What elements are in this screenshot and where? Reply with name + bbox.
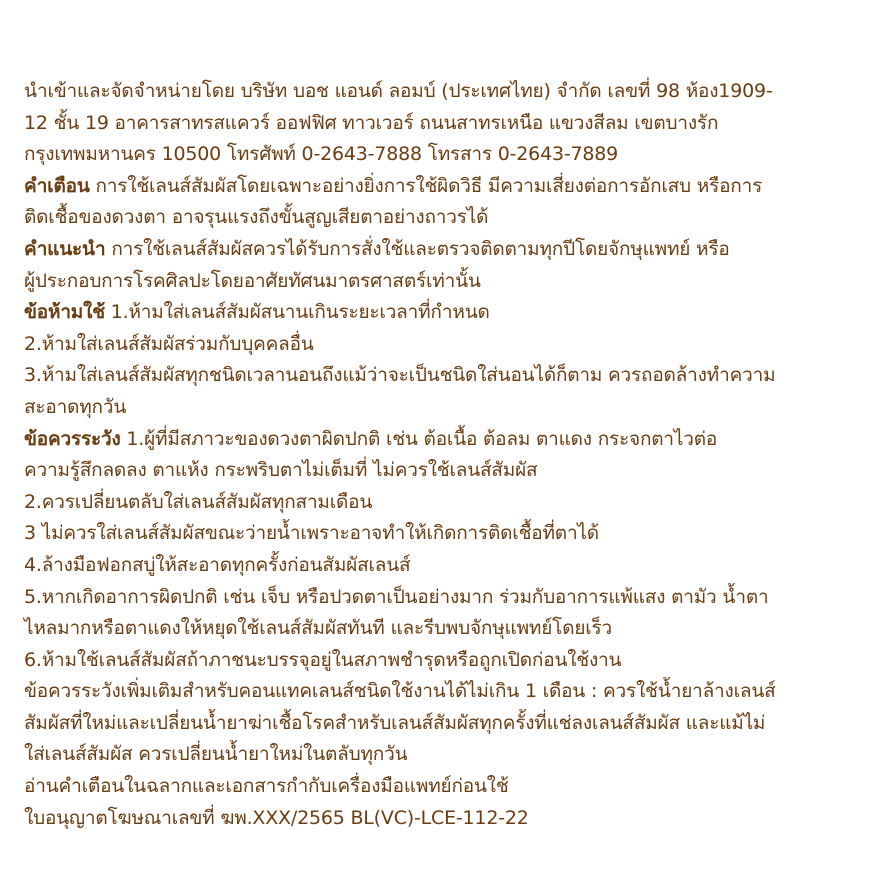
line-text: 1.ห้ามใส่เลนส์สัมผัสนานเกินระยะเวลาที่กำหนด <box>104 301 490 324</box>
text-line <box>24 360 864 392</box>
line-text: 2.ควรเปลี่ยนตลับใส่เลนส์สัมผัสทุกสามเดือน <box>24 490 373 513</box>
line-text: นำเข้าและจัดจำหน่ายโดย บริษัท บอช แอนด์ ลอมบ์ (ประเทศไทย) จำกัด เลขที่ 98 ห้อง1909- <box>24 80 773 102</box>
text-line <box>24 518 864 550</box>
warning-heading: คำเตือน <box>24 174 90 197</box>
text-line <box>24 202 864 234</box>
line-text: ข้อควรระวังเพิ่มเติมสำหรับคอนแทคเลนส์ชนิดใช้งานได้ไม่เกิน 1 เดือน : ควรใช้น้ำยาล้างเลนส์ <box>24 680 776 703</box>
precaution-heading: ข้อควรระวัง <box>24 427 121 450</box>
text-line <box>24 424 864 456</box>
text-line <box>24 329 864 361</box>
line-text: ไหลมากหรือตาแดงให้หยุดใช้เลนส์สัมผัสทันที และรีบพบจักษุแพทย์โดยเร็ว <box>24 617 613 640</box>
line-text: ใบอนุญาตโฆษณาเลขที่ ฆพ.XXX/2565 BL(VC)-LCE-112-22 <box>24 806 529 829</box>
document-body <box>24 76 864 834</box>
line-text: 3.ห้ามใส่เลนส์สัมผัสทุกชนิดเวลานอนถึงแม้ว่าจะเป็นชนิดใส่นอนได้ก็ตาม ควรถอดล้างทำความ <box>24 364 776 387</box>
text-line <box>24 708 864 740</box>
text-line <box>24 645 864 677</box>
line-text: ใส่เลนส์สัมผัส ควรเปลี่ยนน้ำยาใหม่ในตลับทุกวัน <box>24 743 408 766</box>
text-line <box>24 108 864 140</box>
line-text: 3 ไม่ควรใส่เลนส์สัมผัสขณะว่ายน้ำเพราะอาจทำให้เกิดการติดเชื้อที่ตาได้ <box>24 522 599 545</box>
line-text: 5.หากเกิดอาการผิดปกติ เช่น เจ็บ หรือปวดตาเป็นอย่างมาก ร่วมกับอาการแพ้แสง ตามัว น้ำตา <box>24 585 769 608</box>
text-line <box>24 171 864 203</box>
line-text: ผู้ประกอบการโรคศิลปะโดยอาศัยทัศนมาตรศาสตร์เท่านั้น <box>24 269 481 292</box>
text-line <box>24 266 864 298</box>
text-line <box>24 550 864 582</box>
text-line <box>24 771 864 803</box>
line-text: สัมผัสที่ใหม่และเปลี่ยนน้ำยาฆ่าเชื้อโรคสำหรับเลนส์สัมผัสทุกครั้งที่แช่ลงเลนส์สัมผัส และแม้ไม่ <box>24 711 766 734</box>
line-text: 6.ห้ามใช้เลนส์สัมผัสถ้าภาชนะบรรจุอยู่ในสภาพชำรุดหรือถูกเปิดก่อนใช้งาน <box>24 648 622 671</box>
contraindication-heading: ข้อห้ามใช้ <box>24 301 105 324</box>
text-line <box>24 739 864 771</box>
text-line <box>24 613 864 645</box>
text-line <box>24 234 864 266</box>
line-text: สะอาดทุกวัน <box>24 395 127 418</box>
line-text: อ่านคำเตือนในฉลากและเอกสารกำกับเครื่องมือแพทย์ก่อนใช้ <box>24 775 509 798</box>
line-text: 2.ห้ามใส่เลนส์สัมผัสร่วมกับบุคคลอื่น <box>24 332 314 355</box>
text-line <box>24 487 864 519</box>
line-text: การใช้เลนส์สัมผัสโดยเฉพาะอย่างยิ่งการใช้ผิดวิธี มีความเสี่ยงต่อการอักเสบ หรือการ <box>89 174 763 197</box>
text-line <box>24 582 864 614</box>
text-line <box>24 676 864 708</box>
text-line <box>24 392 864 424</box>
line-text: กรุงเทพมหานคร 10500 โทรศัพท์ 0-2643-7888 โทรสาร 0-2643-7889 <box>24 143 619 166</box>
text-line <box>24 76 864 108</box>
text-line <box>24 139 864 171</box>
text-line <box>24 455 864 487</box>
line-text: 4.ล้างมือฟอกสบู่ให้สะอาดทุกครั้งก่อนสัมผัสเลนส์ <box>24 553 411 576</box>
line-text: การใช้เลนส์สัมผัสควรได้รับการสั่งใช้และตรวจติดตามทุกปีโดยจักษุแพทย์ หรือ <box>105 237 730 260</box>
text-line <box>24 297 864 329</box>
text-line <box>24 803 864 835</box>
line-text: 12 ชั้น 19 อาคารสาทรสแควร์ ออฟฟิศ ทาวเวอร์ ถนนสาทรเหนือ แขวงสีลม เขตบางรัก <box>24 111 719 134</box>
line-text: ความรู้สึกลดลง ตาแห้ง กระพริบตาไม่เต็มที่ ไม่ควรใช้เลนส์สัมผัส <box>24 459 538 482</box>
line-text: 1.ผู้ที่มีสภาวะของดวงตาผิดปกติ เช่น ต้อเนื้อ ต้อลม ตาแดง กระจกตาไวต่อ <box>120 427 718 450</box>
line-text: ติดเชื้อของดวงตา อาจรุนแรงถึงขั้นสูญเสียตาอย่างถาวรได้ <box>24 206 489 229</box>
advice-heading: คำแนะนำ <box>24 237 106 260</box>
